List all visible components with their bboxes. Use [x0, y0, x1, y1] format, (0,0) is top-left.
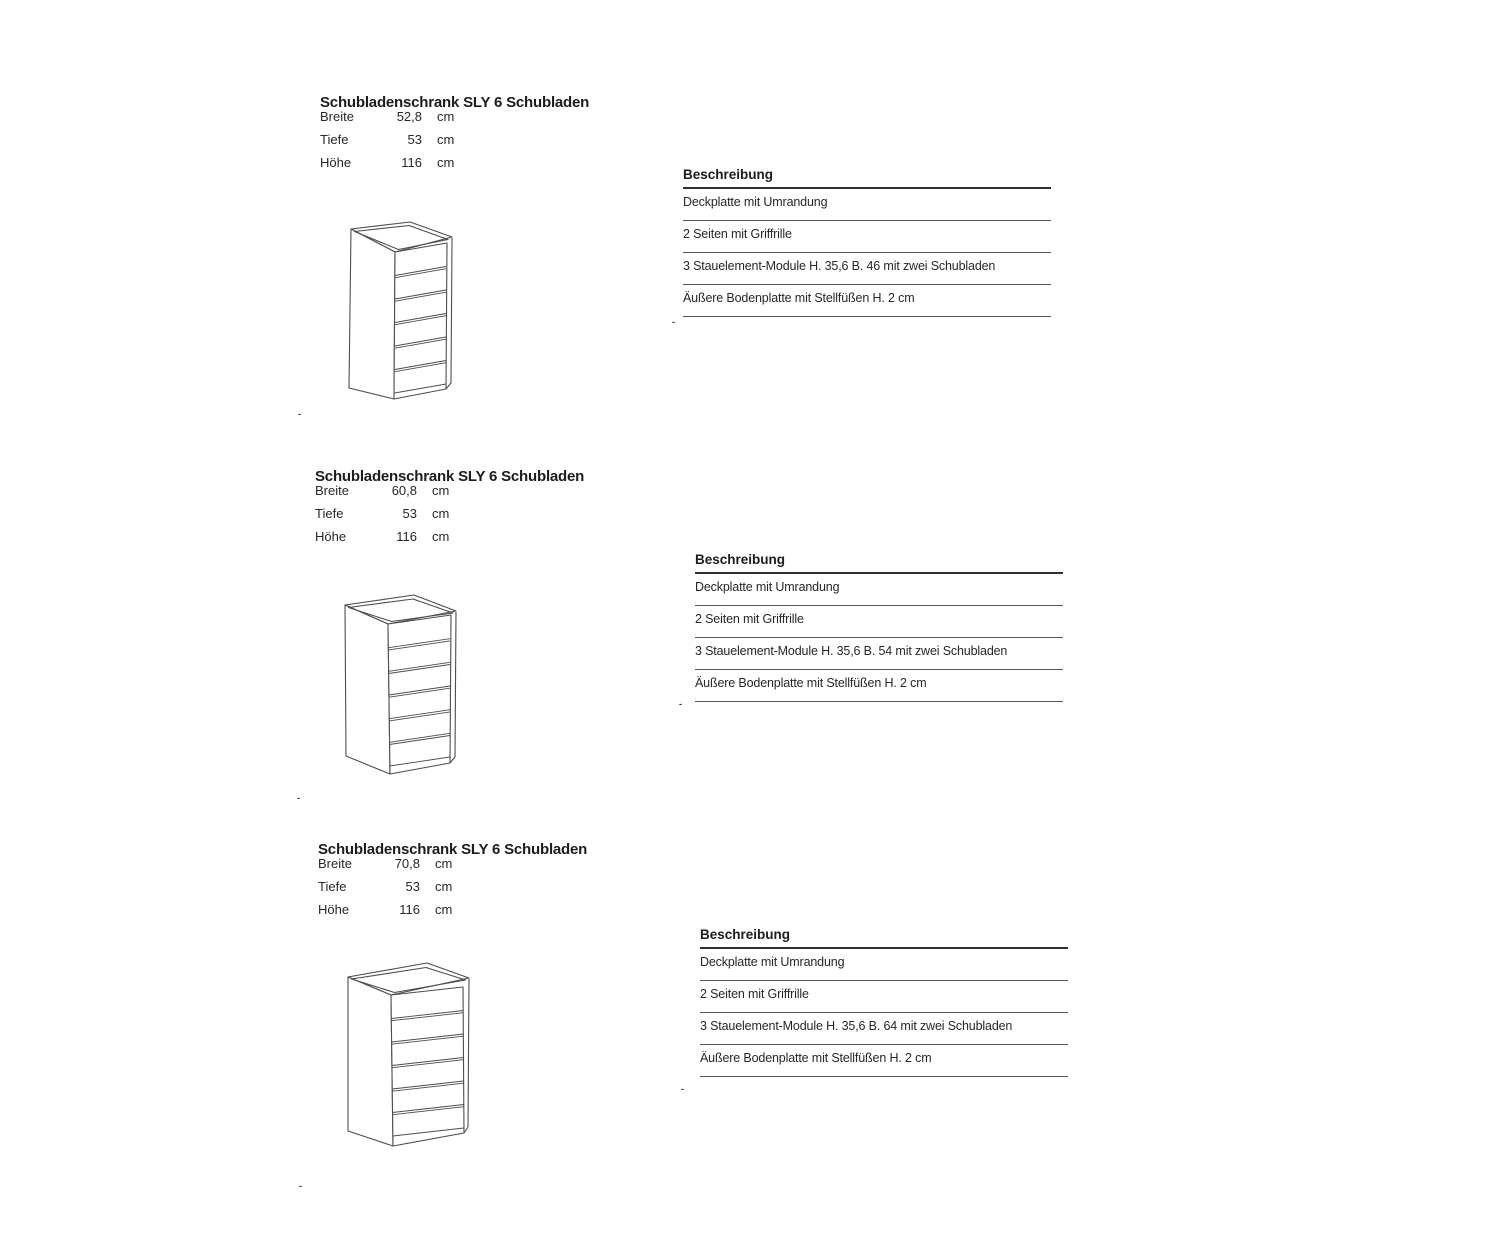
description-row: 3 Stauelement-Module H. 35,6 B. 54 mit zwei Schubladen	[695, 638, 1063, 670]
description-row: Deckplatte mit Umrandung	[700, 949, 1068, 981]
dimension-label: Tiefe	[318, 879, 347, 894]
dimension-value: 60,8	[391, 483, 417, 498]
description-header: Beschreibung	[695, 551, 1063, 574]
dimension-value: 116	[396, 529, 417, 544]
product-title: Schubladenschrank SLY 6 Schubladen	[318, 841, 588, 859]
product-section-3	[299, 829, 1118, 1229]
dimension-unit: cm	[437, 155, 455, 170]
dimension-row	[315, 502, 449, 525]
description-row: Deckplatte mit Umrandung	[683, 189, 1051, 221]
description-row: Äußere Bodenplatte mit Stellfüßen H. 2 cm	[683, 285, 1051, 317]
product-section-2	[297, 456, 1115, 816]
stray-mark: -	[672, 317, 675, 327]
dimension-row	[320, 151, 454, 174]
stray-mark: -	[681, 1084, 684, 1094]
dimension-label: Breite	[318, 856, 352, 871]
description-row: Äußere Bodenplatte mit Stellfüßen H. 2 cm	[700, 1045, 1068, 1077]
dimension-value: 53	[405, 879, 420, 894]
dimensions-table	[315, 479, 449, 548]
dimension-row	[318, 875, 452, 898]
dimension-label: Höhe	[320, 155, 352, 170]
dimension-value: 70,8	[394, 856, 420, 871]
product-title: Schubladenschrank SLY 6 Schubladen	[315, 468, 585, 486]
cabinet-drawing	[345, 962, 472, 1149]
dimension-label: Höhe	[315, 529, 347, 544]
description-row: 2 Seiten mit Griffrille	[700, 981, 1068, 1013]
dimension-value: 53	[402, 506, 417, 521]
dimension-label: Breite	[320, 109, 354, 124]
cabinet-drawing	[340, 594, 460, 777]
description-header: Beschreibung	[700, 926, 1068, 949]
dimensions-table	[318, 852, 452, 921]
dimension-label: Breite	[315, 483, 349, 498]
stray-mark: -	[298, 409, 301, 419]
dimension-unit: cm	[437, 109, 455, 124]
description-row: Äußere Bodenplatte mit Stellfüßen H. 2 cm	[695, 670, 1063, 702]
description-row: Deckplatte mit Umrandung	[695, 574, 1063, 606]
dimension-unit: cm	[435, 902, 453, 917]
dimension-value: 116	[401, 155, 422, 170]
description-table	[683, 166, 1051, 317]
dimension-row	[320, 105, 454, 128]
dimension-value: 52,8	[396, 109, 422, 124]
description-header: Beschreibung	[683, 166, 1051, 189]
dimension-label: Höhe	[318, 902, 350, 917]
description-row: 2 Seiten mit Griffrille	[695, 606, 1063, 638]
dimension-unit: cm	[432, 506, 450, 521]
dimension-unit: cm	[435, 879, 453, 894]
dimension-unit: cm	[435, 856, 453, 871]
dimension-row	[318, 852, 452, 875]
dimension-row	[318, 898, 452, 921]
product-section-1	[298, 82, 1120, 442]
stray-mark: -	[679, 699, 682, 709]
description-row: 3 Stauelement-Module H. 35,6 B. 64 mit zwei Schubladen	[700, 1013, 1068, 1045]
cabinet-drawing	[348, 221, 454, 402]
dimension-unit: cm	[437, 132, 455, 147]
stray-mark: -	[299, 1181, 302, 1191]
dimension-value: 116	[399, 902, 420, 917]
dimension-row	[320, 128, 454, 151]
dimension-label: Tiefe	[315, 506, 344, 521]
dimension-unit: cm	[432, 483, 450, 498]
dimension-row	[315, 525, 449, 548]
dimensions-table	[320, 105, 454, 174]
dimension-row	[315, 479, 449, 502]
description-row: 2 Seiten mit Griffrille	[683, 221, 1051, 253]
product-title: Schubladenschrank SLY 6 Schubladen	[320, 94, 590, 112]
description-table	[700, 926, 1068, 1077]
stray-mark: -	[297, 793, 300, 803]
description-row: 3 Stauelement-Module H. 35,6 B. 46 mit zwei Schubladen	[683, 253, 1051, 285]
dimension-label: Tiefe	[320, 132, 349, 147]
dimension-unit: cm	[432, 529, 450, 544]
dimension-value: 53	[407, 132, 422, 147]
description-table	[695, 551, 1063, 702]
